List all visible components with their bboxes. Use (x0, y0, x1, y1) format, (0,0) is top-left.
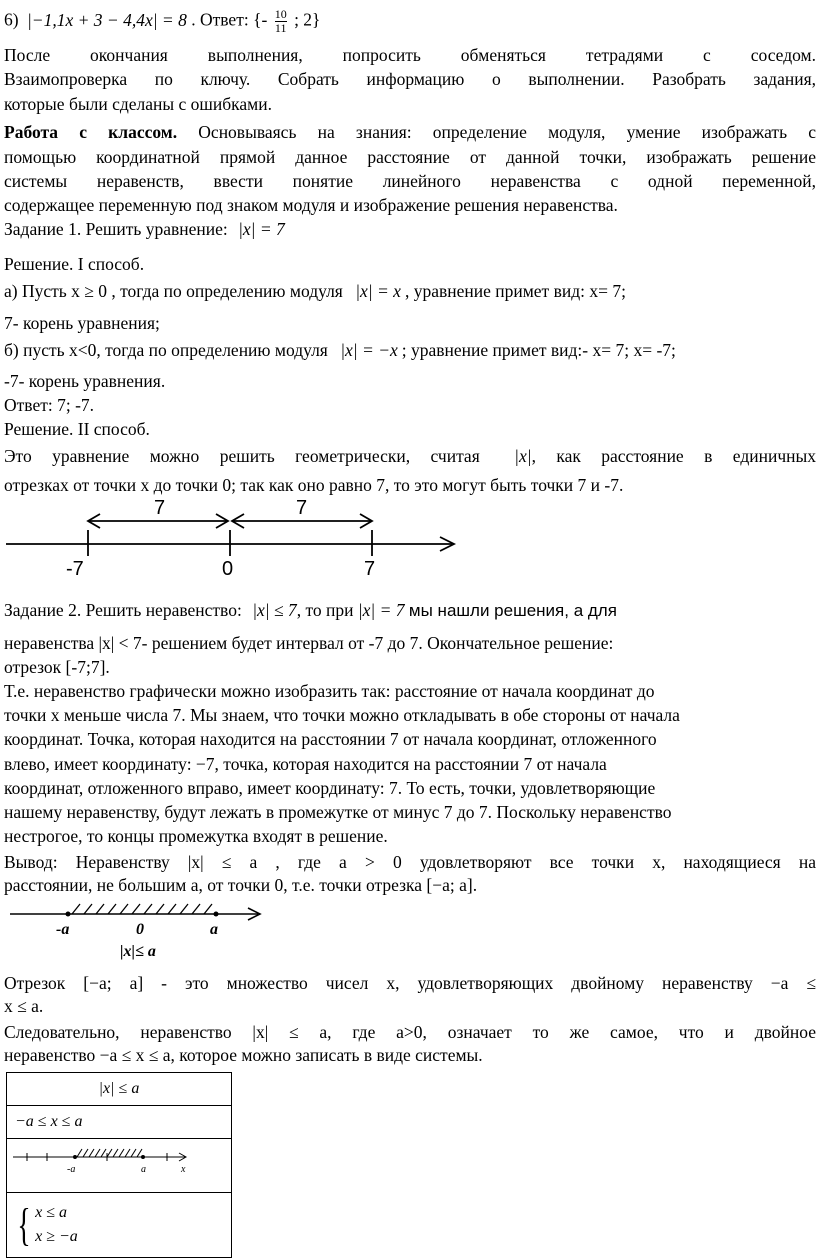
answer-rest: ; 2} (294, 9, 321, 30)
modulus-inequality-cell: |x| ≤ a (7, 1073, 232, 1106)
answer-line: Ответ: 7; -7. (4, 395, 95, 415)
task-6-line (4, 8, 320, 35)
number-line-figure-1 (0, 490, 470, 580)
paragraph-line: Следовательно, неравенство |x| ≤ a, где a>0, означает то же самое, что и двойное (4, 1022, 816, 1042)
paragraph-line: точки x меньше числа 7. Мы знаем, что точки можно откладывать в обе стороны от начала (4, 705, 680, 725)
task-1-line (4, 219, 285, 240)
paragraph-line: Т.е. неравенство графически можно изобразить так: расстояние от начала координат до (4, 681, 655, 701)
answer-fraction (275, 8, 287, 35)
paragraph-line: которые были сделаны с ошибками. (4, 94, 272, 114)
table-row (7, 1073, 232, 1106)
paragraph-text: мы нашли решения, а для (408, 601, 617, 620)
task-2-equation: |x| = 7 (357, 600, 405, 620)
hatch-marks (77, 1149, 142, 1157)
number-line-cell (7, 1139, 232, 1193)
point-a (214, 912, 219, 917)
figure-caption: |x|≤ a (120, 943, 156, 960)
modulus-definition: |x| = x (355, 281, 401, 301)
paragraph-line: Взаимопроверка по ключу. Собрать информацию о выполнении. Разобрать задания, (4, 69, 816, 89)
paragraph-line: содержащее переменную под знаком модуля и изображение решения неравенства. (4, 195, 618, 215)
paragraph-line: помощью координатной прямой данное расстояние от данной точки, изображать решение (4, 147, 816, 167)
task-6-label: 6) (4, 9, 19, 30)
paragraph-line: Отрезок [−a; a] - это множество чисел x, удовлетворяющих двойному неравенству −a ≤ (4, 973, 816, 993)
label-minus-a: -a (56, 921, 70, 938)
conclusion-line: Вывод: Неравенству |x| ≤ a , где a > 0 удовлетворяют все точки x, находящиеся на (4, 852, 816, 872)
paragraph-line: координат. Точка, которая находится на расстоянии 7 от начала координат, отложенного (4, 729, 657, 749)
task-6-equation: |−1,1x + 3 − 4,4x| = 8 (26, 9, 187, 30)
case-b-line (4, 340, 676, 361)
paragraph-line: нашему неравенству, будут лежать в промежутке от минус 7 до 7. Поскольку неравенство (4, 802, 672, 822)
paragraph-line: x ≤ a. (4, 996, 44, 1016)
paragraph-line: координат, отложенного вправо, имеет координату: 7. То есть, точки, удовлетворяющие (4, 778, 656, 798)
paragraph-line: нестрогое, то концы промежутка входят в решение. (4, 826, 388, 846)
paragraph-line: -7- корень уравнения. (4, 371, 166, 391)
point-minus-a (73, 1155, 77, 1159)
task-1-equation: |x| = 7 (238, 219, 285, 239)
modulus-definition: |x| = −x (340, 340, 398, 360)
solution-2-heading: Решение. II способ. (4, 419, 150, 439)
paragraph-text: Основываясь на знания: определение модуля, умение изображать с (177, 122, 816, 142)
paragraph-line (4, 121, 816, 143)
paragraph-line: После окончания выполнения, попросить обменяться тетрадями с соседом. (4, 45, 816, 65)
paragraph-line: неравенства |x| < 7- решением будет интервал от -7 до 7. Окончательное решение: (4, 633, 614, 653)
case-a-result: , уравнение примет вид: x= 7; (404, 281, 626, 301)
bold-heading: Работа с классом. (4, 122, 178, 142)
paragraph-text: , то при (296, 600, 354, 620)
case-b-result: ; уравнение примет вид:- x= 7; x= -7; (401, 340, 676, 360)
point-label-minus-7: -7 (66, 558, 84, 580)
paragraph-text: Это уравнение можно решить геометрически, считая (4, 446, 480, 466)
task-2-line (4, 600, 617, 621)
summary-table (6, 1072, 232, 1258)
label-a: a (210, 921, 218, 938)
number-line-figure-2 (0, 898, 280, 968)
paragraph-line: 7- корень уравнения; (4, 313, 160, 333)
system-cell (7, 1193, 232, 1258)
hatch-marks (72, 904, 212, 914)
paragraph-line: системы неравенств, ввести понятие линейного неравенства с одной переменной, (4, 171, 816, 191)
point-label-0: 0 (222, 558, 234, 580)
paragraph-line: отрезках от точки x до точки 0; так как оно равно 7, то это могут быть точки 7 и -7. (4, 475, 624, 495)
task-2-inequality: |x| ≤ 7 (252, 600, 297, 620)
case-a-line (4, 281, 626, 302)
paragraph-line (4, 445, 816, 467)
system-row-2: x ≥ −a (35, 1228, 78, 1245)
label-x: x (181, 1164, 186, 1175)
point-label-7: 7 (364, 558, 376, 580)
table-row (7, 1193, 232, 1258)
fraction-numerator: 10 (274, 7, 287, 21)
paragraph-text: , как расстояние в единичных (531, 446, 816, 466)
label-minus-a: -a (67, 1164, 76, 1175)
label-0: 0 (136, 921, 144, 938)
label-a: a (141, 1164, 146, 1175)
modulus-x: |x| (514, 446, 532, 466)
paragraph-line: неравенство −a ≤ x ≤ a, которое можно записать в виде системы. (4, 1045, 483, 1065)
system-rows (35, 1204, 78, 1246)
table-row (7, 1139, 232, 1193)
case-b-text: б) пусть x<0, тогда по определению модуля (4, 340, 328, 360)
paragraph-line: расстоянии, не большим a, от точки 0, т.е. точки отрезка [−a; a]. (4, 875, 478, 895)
paragraph-line: отрезок [-7;7]. (4, 657, 110, 677)
fraction-denominator: 11 (274, 21, 287, 35)
system-row-1: x ≤ a (35, 1204, 67, 1221)
answer-label: . Ответ: {- (191, 9, 268, 30)
point-a (141, 1155, 145, 1159)
double-inequality-cell: −a ≤ x ≤ a (7, 1106, 232, 1139)
task-1-label: Задание 1. Решить уравнение: (4, 219, 228, 239)
system-of-inequalities (13, 1199, 231, 1250)
mini-number-line (7, 1139, 227, 1187)
table-row (7, 1106, 232, 1139)
distance-label-left: 7 (154, 497, 166, 519)
paragraph-line: влево, имеет координату: −7, точка, которая находится на расстоянии 7 от начала (4, 754, 607, 774)
task-2-label: Задание 2. Решить неравенство: (4, 600, 242, 620)
case-a-text: а) Пусть x ≥ 0 , тогда по определению модуля (4, 281, 343, 301)
solution-1-heading: Решение. I способ. (4, 254, 145, 274)
distance-label-right: 7 (296, 497, 308, 519)
point-minus-a (66, 912, 71, 917)
brace-icon: { (17, 1199, 31, 1250)
